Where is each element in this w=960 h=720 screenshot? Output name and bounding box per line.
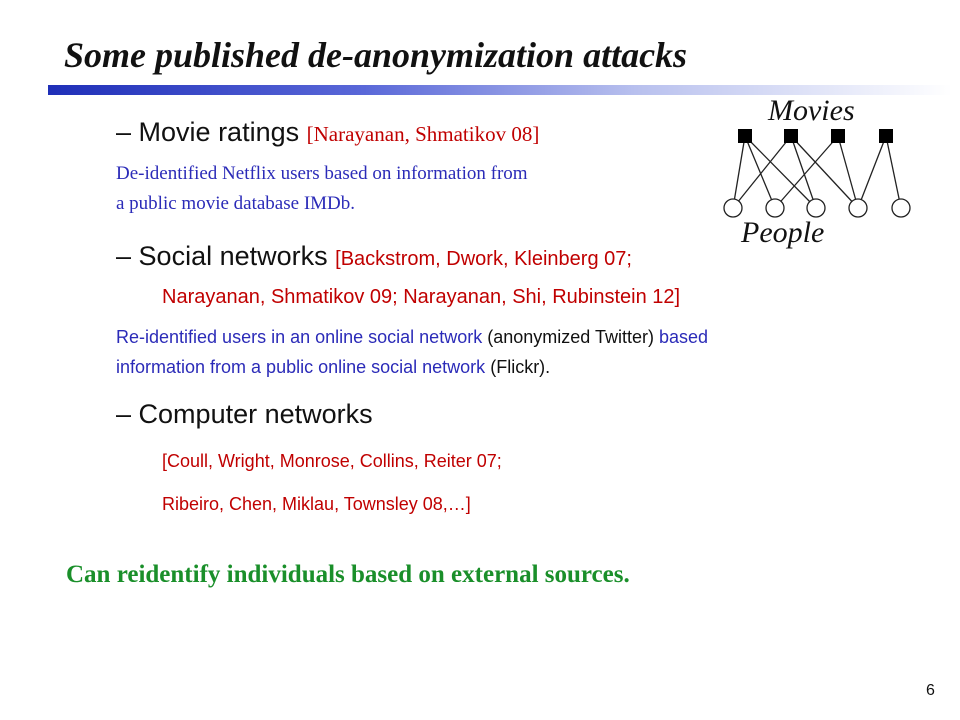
bullet-reference-line-2: Narayanan, Shmatikov 09; Narayanan, Shi, Rubinstein 12] [162,286,681,308]
person-node [766,199,784,217]
description-segment: Re-identified users in an online social network [116,327,483,347]
bullet-reference-line-2: Ribeiro, Chen, Miklau, Townsley 08,…] [162,494,471,514]
graph-edge [745,136,775,208]
bullet-heading: Computer networks [138,399,373,429]
movie-node [738,129,752,143]
movie-node [784,129,798,143]
slide-title: Some published de-anonymization attacks [64,35,688,75]
graph-edge [775,136,838,208]
person-node [724,199,742,217]
bullet-movie-ratings [116,117,539,148]
bullet-reference-line-1: [Backstrom, Dwork, Kleinberg 07; [335,248,632,270]
bullet-dash: – [116,399,132,429]
movie-ratings-description-line-2: a public movie database IMDb. [116,193,356,214]
person-node [807,199,825,217]
bullet-reference: [Narayanan, Shmatikov 08] [306,122,540,146]
diagram-edges [733,136,901,208]
bullet-heading: Social networks [138,241,328,271]
diagram-movie-nodes [738,129,893,143]
bullet-reference-line-1: [Coull, Wright, Monrose, Collins, Reiter 07; [162,451,502,471]
graph-edge [733,136,745,208]
movie-node [879,129,893,143]
diagram-movies-label: Movies [768,94,855,127]
bullet-heading: Movie ratings [138,117,300,147]
movies-people-bipartite-graph [715,120,915,225]
bullet-social-networks [116,241,632,272]
person-node [849,199,867,217]
page-number: 6 [926,682,935,699]
social-networks-description-line-1 [116,327,708,348]
person-node [892,199,910,217]
diagram-people-label: People [741,216,825,249]
conclusion-text: Can reidentify individuals based on external sources. [66,561,630,588]
graph-edge [791,136,816,208]
bullet-computer-networks [116,399,373,430]
graph-edge [886,136,901,208]
description-segment: information from a public online social network [116,357,486,377]
graph-edge [733,136,791,208]
description-segment: (anonymized Twitter) [487,327,654,347]
movie-node [831,129,845,143]
graph-edge [745,136,816,208]
graph-edge [858,136,886,208]
diagram-people-nodes [724,199,910,217]
bullet-dash: – [116,117,132,147]
bullet-dash: – [116,241,132,271]
movie-ratings-description-line-1: De-identified Netflix users based on information from [116,163,528,184]
description-segment: (Flickr). [490,357,551,377]
description-segment: based [658,327,709,347]
social-networks-description-line-2 [116,357,550,378]
